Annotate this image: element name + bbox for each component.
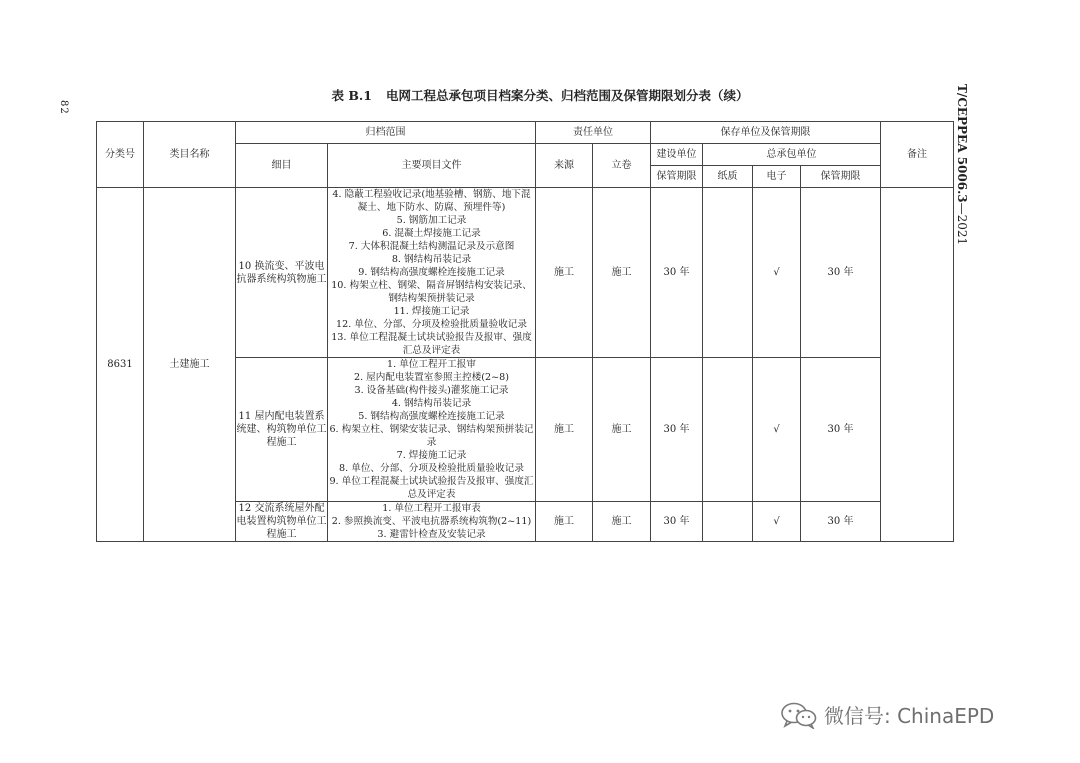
main-files-cell — [328, 358, 536, 502]
contractor-period-cell: 30 年 — [801, 188, 881, 358]
header-row-1 — [97, 122, 954, 144]
main-files-cell — [328, 188, 536, 358]
header-category-code: 分类号 — [97, 122, 144, 188]
detail-item-cell: 11 屋内配电装置系统建、构筑物单位工程施工 — [236, 358, 328, 502]
source-cell: 施工 — [536, 188, 593, 358]
file-line: 2. 参照换流变、平波电抗器系统构筑物(2~11) — [331, 516, 532, 527]
file-line: 9. 单位工程混凝土试块试验报告及报审、强度汇总及评定表 — [329, 476, 534, 500]
file-line: 5. 钢结构高强度螺栓连接施工记录 — [358, 411, 505, 422]
electronic-cell: √ — [753, 502, 801, 542]
detail-item-cell: 10 换流变、平波电抗器系统构筑物施工 — [236, 188, 328, 358]
file-line: 8. 钢结构吊装记录 — [391, 254, 472, 265]
wechat-icon — [780, 701, 818, 729]
electronic-cell: √ — [753, 188, 801, 358]
file-line: 4. 钢结构吊装记录 — [391, 398, 472, 409]
source-cell: 施工 — [536, 502, 593, 542]
table-number: 表 B.1 — [331, 88, 372, 103]
header-construction-unit: 建设单位 — [651, 144, 703, 166]
header-remarks: 备注 — [881, 122, 954, 188]
file-line: 13. 单位工程混凝土试块试验报告及报审、强度汇总及评定表 — [331, 332, 532, 356]
category-name-cell: 土建施工 — [144, 188, 236, 542]
table-title-text: 电网工程总承包项目档案分类、归档范围及保管期限划分表（续） — [385, 88, 749, 103]
file-line: 7. 大体积混凝土结构测温记录及示意图 — [348, 241, 515, 252]
header-responsible-unit: 责任单位 — [536, 122, 651, 144]
table-row — [97, 188, 954, 358]
paper-cell — [703, 502, 753, 542]
main-files-cell — [328, 502, 536, 542]
file-line: 1. 单位工程开工报审表 — [382, 503, 481, 514]
file-line: 9. 钢结构高强度螺栓连接施工记录 — [358, 267, 505, 278]
filing-cell: 施工 — [593, 188, 651, 358]
header-retention-period: 保管期限 — [651, 166, 703, 188]
owner-period-cell: 30 年 — [651, 188, 703, 358]
owner-period-cell: 30 年 — [651, 502, 703, 542]
archive-classification-table — [96, 121, 954, 542]
file-line: 1. 单位工程开工报审 — [387, 359, 476, 370]
electronic-cell: √ — [753, 358, 801, 502]
header-main-files: 主要项目文件 — [328, 144, 536, 188]
standard-code-id: T/CEPPEA 5006.3 — [955, 84, 969, 203]
file-line: 12. 单位、分部、分项及检验批质量验收记录 — [336, 319, 527, 330]
remarks-cell — [881, 188, 954, 542]
watermark — [780, 700, 994, 729]
file-line: 5. 钢筋加工记录 — [396, 215, 467, 226]
header-retention-period-2: 保管期限 — [801, 166, 881, 188]
standard-code — [955, 84, 969, 245]
owner-period-cell: 30 年 — [651, 358, 703, 502]
header-detail-item: 细目 — [236, 144, 328, 188]
header-electronic: 电子 — [753, 166, 801, 188]
file-line: 6. 混凝土焊接施工记录 — [382, 228, 481, 239]
file-line: 3. 设备基础(构件接头)灌浆施工记录 — [354, 385, 509, 396]
file-line: 2. 屋内配电装置室参照主控楼(2~8) — [353, 372, 510, 383]
filing-cell: 施工 — [593, 502, 651, 542]
file-line: 3. 避雷针检查及安装记录 — [377, 529, 486, 540]
file-line: 11. 焊接施工记录 — [393, 306, 470, 317]
contractor-period-cell: 30 年 — [801, 502, 881, 542]
file-line: 4. 隐蔽工程验收记录(地基验槽、钢筋、地下混凝土、地下防水、防腐、预埋件等) — [332, 189, 531, 213]
header-filing: 立卷 — [593, 144, 651, 188]
watermark-text: 微信号: ChinaEPD — [824, 704, 995, 728]
header-paper: 纸质 — [703, 166, 753, 188]
header-category-name: 类目名称 — [144, 122, 236, 188]
file-line: 10. 构架立柱、钢梁、隔音屏钢结构安装记录、钢结构架预拼装记录 — [331, 280, 532, 304]
standard-code-year: —2021 — [955, 202, 969, 246]
header-source: 来源 — [536, 144, 593, 188]
file-line: 6. 构架立柱、钢梁安装记录、钢结构架预拼装记录 — [329, 424, 534, 448]
file-line: 8. 单位、分部、分项及检验批质量验收记录 — [339, 463, 524, 474]
table-title — [0, 86, 1080, 104]
category-code-cell: 8631 — [97, 188, 144, 542]
paper-cell — [703, 188, 753, 358]
paper-cell — [703, 358, 753, 502]
detail-item-cell: 12 交流系统屋外配电装置构筑物单位工程施工 — [236, 503, 327, 540]
contractor-period-cell: 30 年 — [801, 358, 881, 502]
header-archive-scope: 归档范围 — [236, 122, 536, 144]
page-number: 82 — [58, 100, 69, 115]
filing-cell: 施工 — [593, 358, 651, 502]
source-cell: 施工 — [536, 358, 593, 502]
file-line: 7. 焊接施工记录 — [396, 450, 467, 461]
header-retention: 保存单位及保管期限 — [651, 122, 881, 144]
header-general-contractor: 总承包单位 — [703, 144, 881, 166]
